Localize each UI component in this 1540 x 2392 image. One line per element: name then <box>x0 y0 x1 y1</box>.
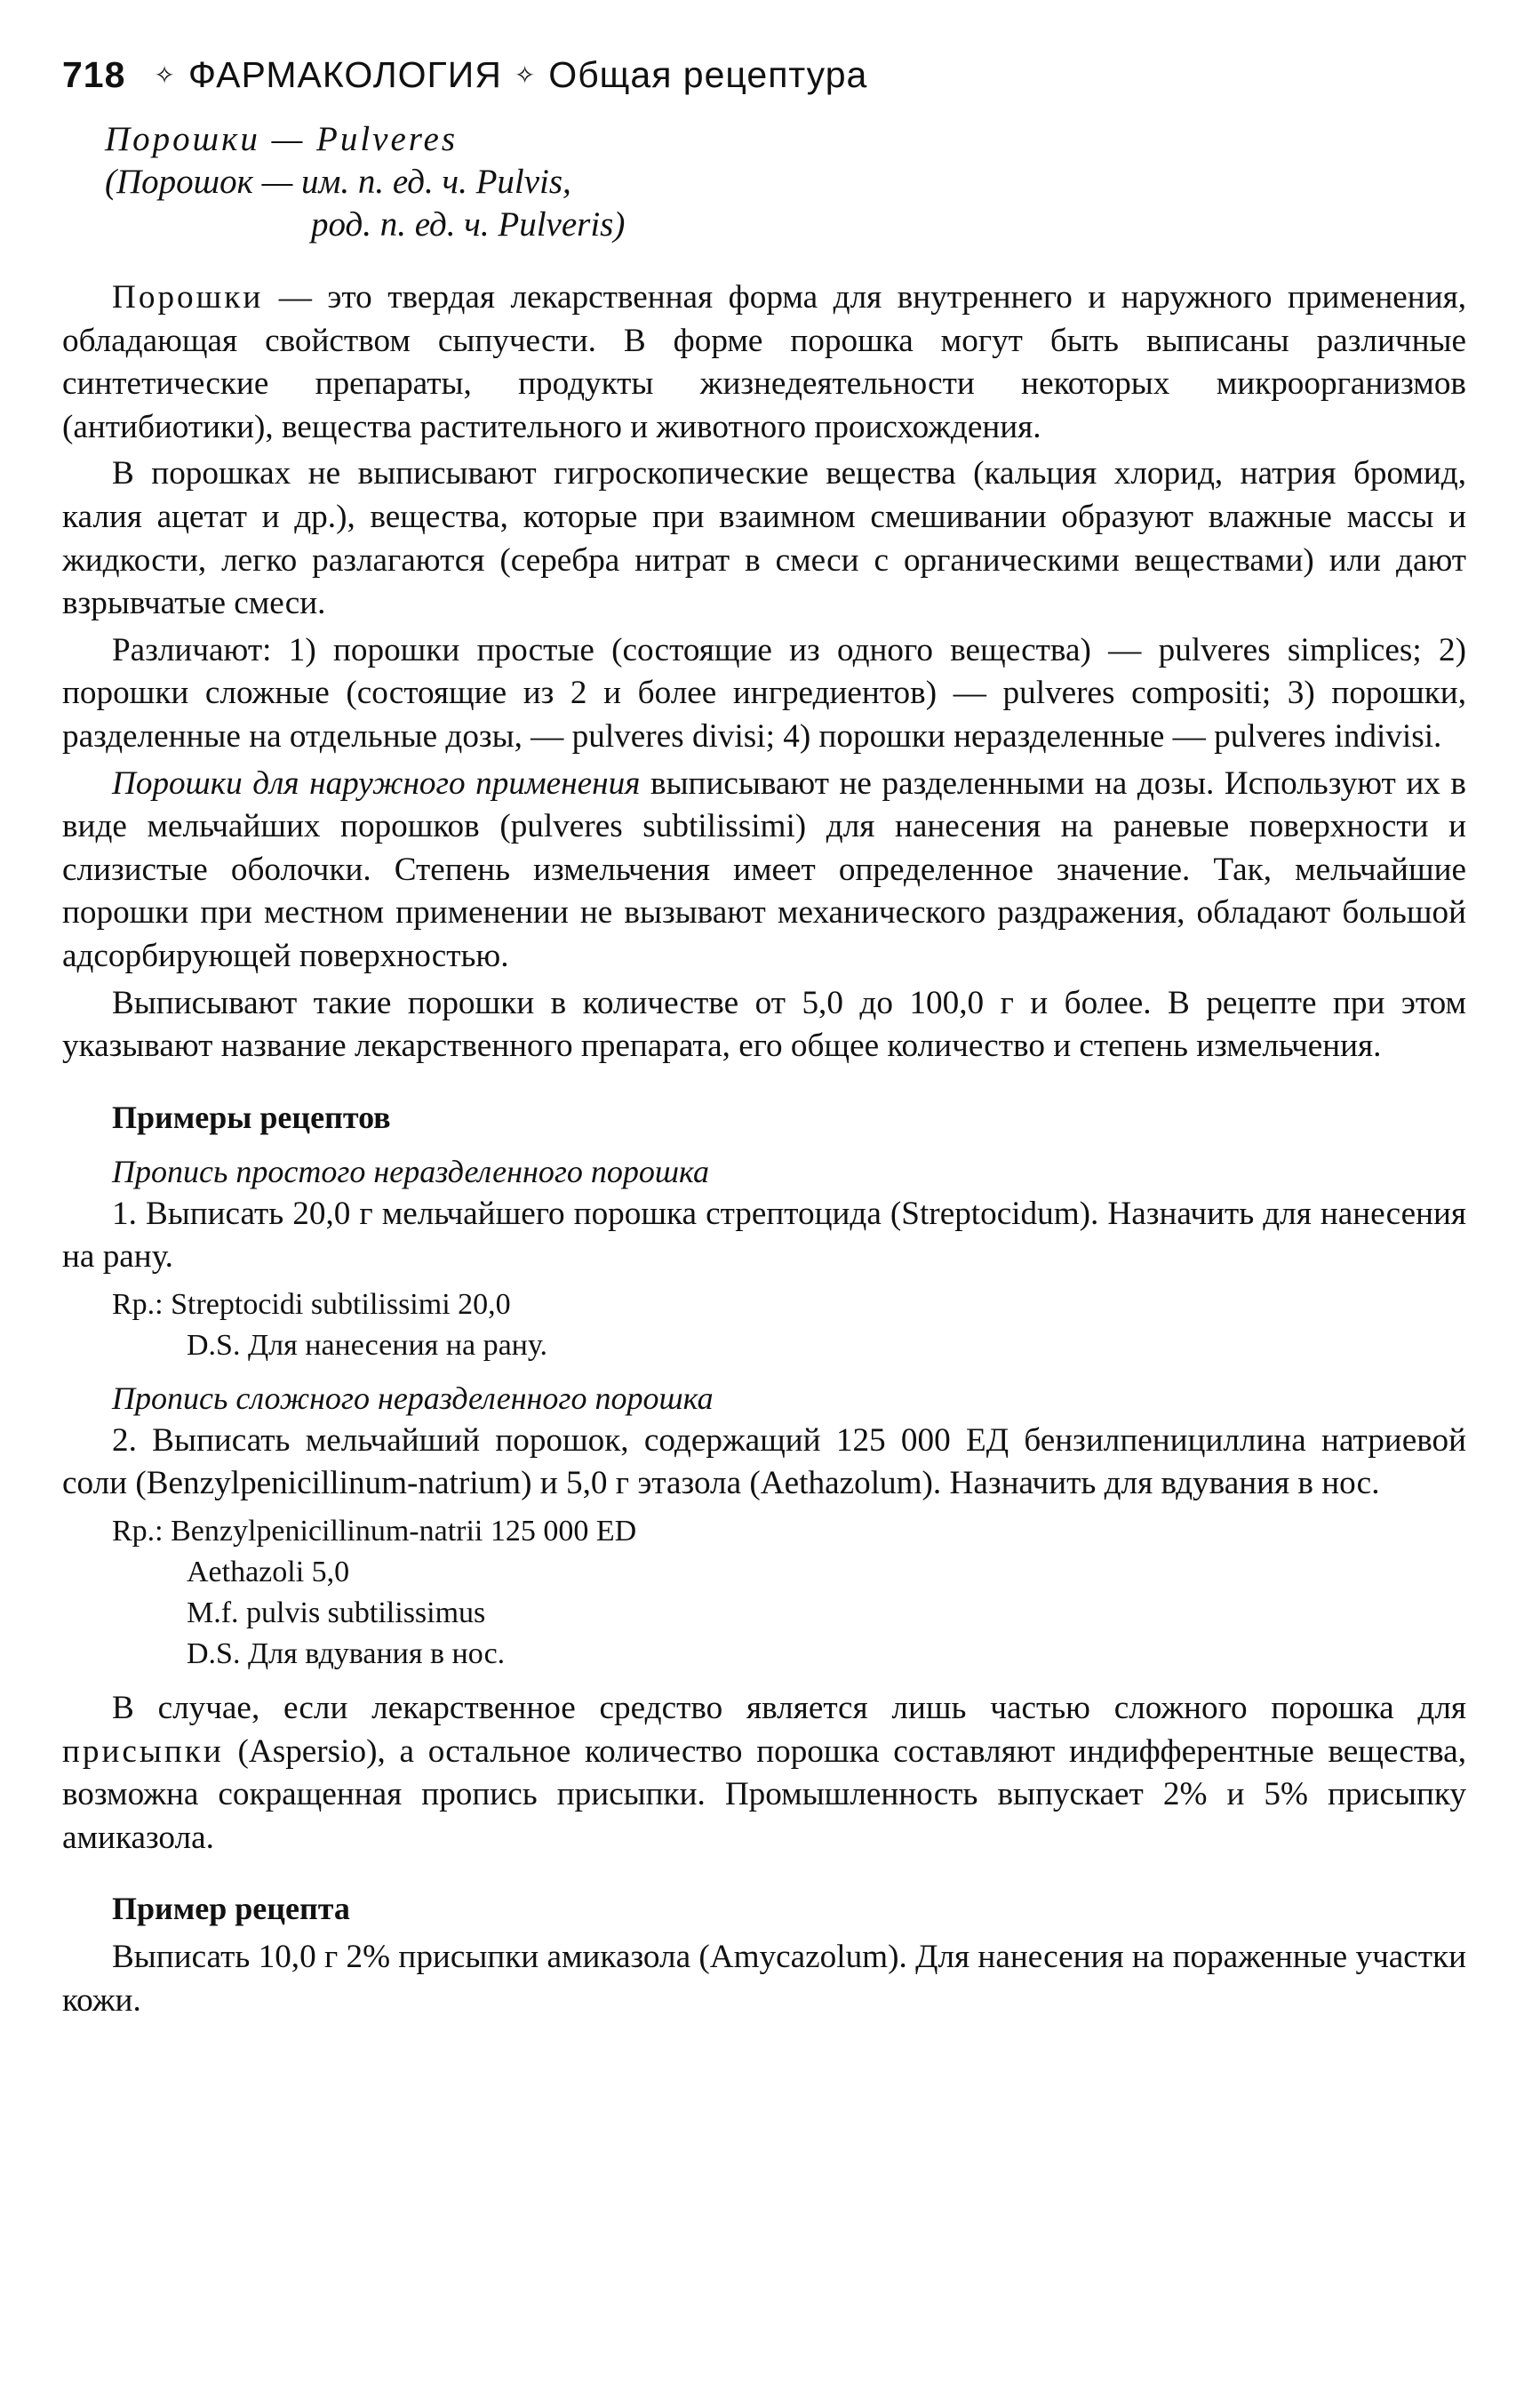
paragraph-aspersio <box>62 1687 1466 1860</box>
example-1-title: Пропись простого неразделенного порошка <box>112 1153 709 1189</box>
example-2-text: 2. Выписать мельчайший порошок, содержащий 125 000 ЕД бензилпенициллина натриевой соли (Benzylpenicillinum-natrium) и 5,0 г этазола (Aethazolum). Назначить для вдувания в нос. <box>62 1421 1466 1502</box>
rx-line: M.f. pulvis subtilissimus <box>187 1596 486 1630</box>
prescription-2 <box>112 1511 1466 1675</box>
rx-line: D.S. Для нанесения на рану. <box>187 1328 547 1362</box>
paragraph-definition <box>62 276 1466 449</box>
rx-line: Rp.: Benzylpenicillinum-natrii 125 000 ED <box>112 1515 637 1548</box>
term-aspersio: присыпки <box>62 1732 224 1770</box>
example-3-text: Выписать 10,0 г 2% присыпки амиказола (Amycazolum). Для нанесения на пораженные участки кожи. <box>62 1939 1466 2020</box>
paragraph-text: выписывают не разделенными на дозы. Используют их в виде мельчайших порошков (pulveres subtilissimi) для нанесения на раневые поверхности и слизистые оболочки. Степень измельчения имеет определенное значение. Так, мельчайшие порошки при местном применении не вызывают механического раздражения, обладают большой адсорбирующей поверхностью. <box>62 764 1466 974</box>
book-title: ФАРМАКОЛОГИЯ <box>188 54 502 95</box>
paragraph-quantity: Выписывают такие порошки в количестве от 5,0 до 100,0 г и более. В рецепте при этом указывают название лекарственного препарата, его общее количество и степень измельчения. <box>62 984 1466 1065</box>
paragraph-text: (Aspersio), а остальное количество порошка составляют индифферентные вещества, возможна сокращенная пропись присыпки. Промышленность выпускает 2% и 5% присыпку амиказола. <box>62 1732 1466 1856</box>
examples-heading: Примеры рецептов <box>112 1099 391 1135</box>
term-powders: Порошки <box>112 279 264 316</box>
diamond-ornament-icon: ✧ <box>514 61 537 89</box>
rx-line: D.S. Для вдувания в нос. <box>187 1637 506 1671</box>
title-line-2: (Порошок — им. п. ед. ч. Pulvis, <box>105 163 571 201</box>
paragraph-restrictions: В порошках не выписывают гигроскопические вещества (кальция хлорид, натрия бромид, калия ацетат и др.), вещества, которые при взаимном смешивании образуют влажные массы и жидкости, легко разлагаются (серебра нитрат в смеси с органическими веществами) или дают взрывчатые смеси. <box>62 455 1466 622</box>
prescription-1 <box>112 1284 1466 1366</box>
example-2-title: Пропись сложного неразделенного порошка <box>112 1380 714 1416</box>
book-page <box>62 50 1466 2023</box>
section-title: Общая рецептура <box>548 54 868 95</box>
diamond-ornament-icon: ✧ <box>154 61 176 89</box>
paragraph-classification: Различают: 1) порошки простые (состоящие из одного вещества) — pulveres simplices; 2) порошки сложные (состоящие из 2 и более ингредиентов) — pulveres compositi; 3) порошки, разделенные на отдельные дозы, — pulveres divisi; 4) порошки неразделенные — pulveres indivisi. <box>62 631 1466 755</box>
rx-line: Rp.: Streptocidi subtilissimi 20,0 <box>112 1287 511 1321</box>
running-header <box>62 50 1466 100</box>
paragraph-text: — это твердая лекарственная форма для внутреннего и наружного применения, обладающая свойством сыпучести. В форме порошка могут быть выписаны различные синтетические препараты, продукты жизнедеятельности некоторых микроорганизмов (антибиотики), вещества растительного и животного происхождения. <box>62 279 1466 445</box>
title-line-3: род. п. ед. ч. Pulveris) <box>311 205 626 244</box>
page-number: 718 <box>62 54 126 95</box>
paragraph-text: В случае, если лекарственное средство является лишь частью сложного порошка для <box>112 1690 1466 1727</box>
example-3-heading: Пример рецепта <box>112 1891 350 1927</box>
italic-term: Порошки для наружного применения <box>112 764 641 802</box>
example-1-text: 1. Выписать 20,0 г мельчайшего порошка стрептоцида (Streptocidum). Назначить для нанесения на рану. <box>62 1195 1466 1276</box>
chapter-title <box>105 118 1466 246</box>
rx-line: Aethazoli 5,0 <box>187 1556 350 1589</box>
title-line-1: Порошки — Pulveres <box>105 120 459 158</box>
paragraph-external-use <box>62 763 1466 979</box>
